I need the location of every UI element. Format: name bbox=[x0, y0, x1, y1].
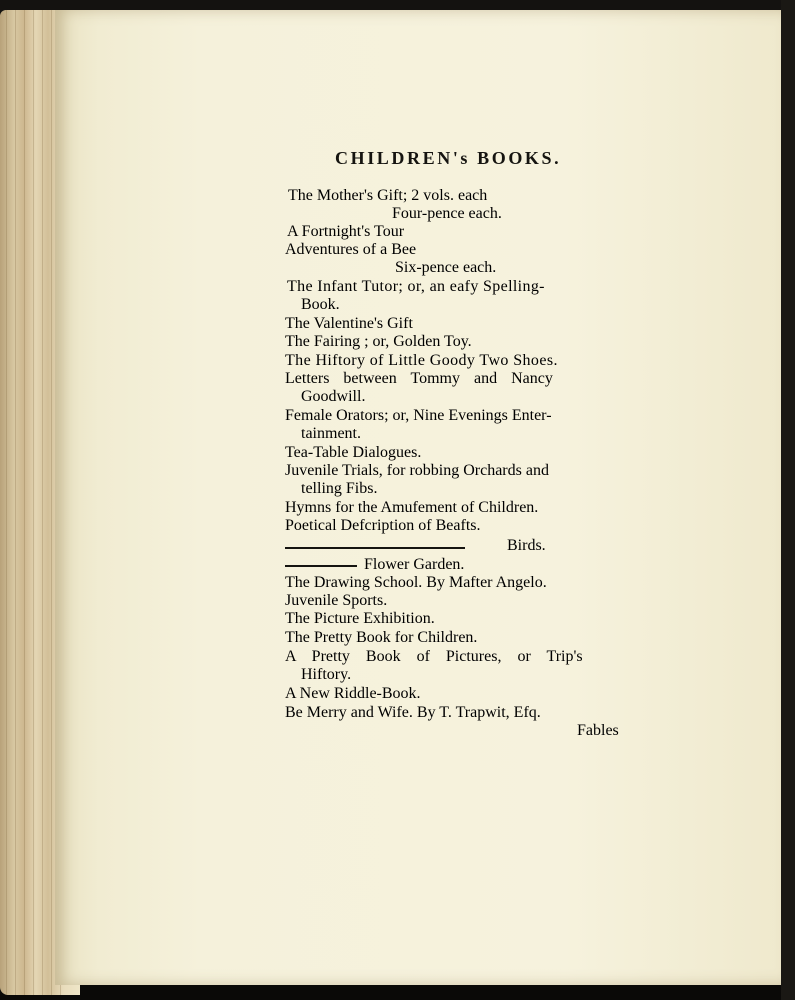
entry-pretty-book: The Pretty Book for Children. bbox=[285, 629, 478, 646]
entry-juvenile-trials-cont: telling Fibs. bbox=[301, 480, 378, 497]
entry-beasts: Poetical Defcription of Beafts. bbox=[285, 517, 481, 534]
entry-juvenile-trials: Juvenile Trials, for robbing Orchards and bbox=[285, 462, 549, 479]
entry-goody-two-shoes: The Hiftory of Little Goody Two Shoes. bbox=[285, 352, 558, 369]
entry-riddle-book: A New Riddle-Book. bbox=[285, 685, 421, 702]
entry-letters-cont: Goodwill. bbox=[301, 388, 366, 405]
entry-tea-table: Tea-Table Dialogues. bbox=[285, 444, 422, 461]
entry-letters: Letters between Tommy and Nancy bbox=[285, 370, 553, 387]
entry-drawing-school: The Drawing School. By Mafter Angelo. bbox=[285, 574, 547, 591]
ditto-rule-birds bbox=[285, 547, 465, 549]
price-sixpence: Six-pence each. bbox=[395, 259, 497, 276]
entry-book-of-pictures-cont: Hiftory. bbox=[301, 666, 352, 683]
right-shadow bbox=[781, 0, 795, 1000]
entry-infant-tutor: The Infant Tutor; or, an eafy Spelling- bbox=[287, 278, 545, 295]
entry-female-orators-cont: tainment. bbox=[301, 425, 361, 442]
catchword-fables: Fables bbox=[577, 722, 619, 739]
entry-picture-exhibition: The Picture Exhibition. bbox=[285, 610, 435, 627]
entry-hymns: Hymns for the Amufement of Children. bbox=[285, 499, 539, 516]
entry-mothers-gift: The Mother's Gift; 2 vols. each bbox=[288, 187, 488, 204]
entry-fairing: The Fairing ; or, Golden Toy. bbox=[285, 333, 472, 350]
entry-adventures-bee: Adventures of a Bee bbox=[285, 241, 417, 258]
page-heading: CHILDREN's BOOKS. bbox=[335, 148, 562, 168]
entry-valentines-gift: The Valentine's Gift bbox=[285, 315, 413, 332]
entry-be-merry: Be Merry and Wife. By T. Trapwit, Efq. bbox=[285, 704, 541, 721]
entry-juvenile-sports: Juvenile Sports. bbox=[285, 592, 388, 609]
ditto-rule-flower bbox=[285, 565, 357, 567]
entry-fortnights-tour: A Fortnight's Tour bbox=[287, 223, 405, 240]
entry-infant-tutor-cont: Book. bbox=[301, 296, 340, 313]
entry-birds: Birds. bbox=[507, 537, 546, 554]
price-fourpence: Four-pence each. bbox=[392, 205, 502, 222]
entry-female-orators: Female Orators; or, Nine Evenings Enter- bbox=[285, 407, 552, 424]
entry-flower-garden: Flower Garden. bbox=[364, 556, 465, 573]
entry-book-of-pictures: A Pretty Book of Pictures, or Trip's bbox=[285, 648, 583, 665]
